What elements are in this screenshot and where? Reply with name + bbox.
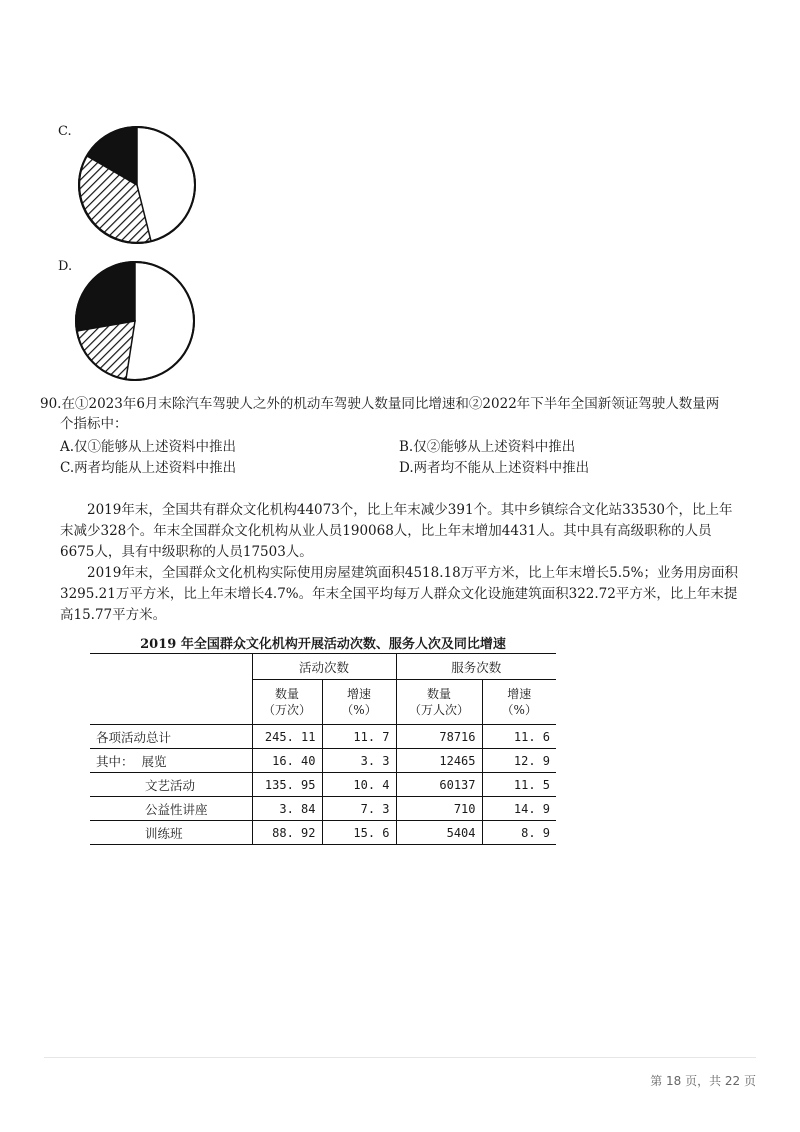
footer-divider <box>44 1057 756 1058</box>
activity-qty: 3. 84 <box>252 797 322 821</box>
stats-table-wrapper <box>90 653 556 845</box>
activity-qty: 245. 11 <box>252 725 322 749</box>
table-row <box>90 797 556 821</box>
option-d-label: D. <box>58 259 73 274</box>
activity-growth: 15. 6 <box>322 821 396 845</box>
question-90 <box>40 394 760 434</box>
col-header-activity-qty: 数量 （万次） <box>252 680 322 725</box>
service-qty: 12465 <box>396 749 482 773</box>
service-qty: 710 <box>396 797 482 821</box>
option-d-pie <box>73 259 197 383</box>
table-title: 2019 年全国群众文化机构开展活动次数、服务人次及同比增速 <box>140 637 506 652</box>
col-header-activity-growth: 增速 （%） <box>322 680 396 725</box>
table-row <box>90 773 556 797</box>
option-c-pie <box>76 124 198 246</box>
pie-d-black-slice <box>76 262 135 331</box>
table-row <box>90 749 556 773</box>
group-header-activity: 活动次数 <box>252 654 396 680</box>
activity-qty: 88. 92 <box>252 821 322 845</box>
choice-b[interactable]: B.仅②能够从上述资料中推出 <box>399 439 576 455</box>
service-growth: 11. 6 <box>513 729 550 744</box>
option-c-label: C. <box>58 124 72 139</box>
row-label: 文艺活动 <box>90 773 252 797</box>
question-90-line2: 个指标中： <box>60 416 128 432</box>
choice-d[interactable]: D.两者均不能从上述资料中推出 <box>399 460 590 476</box>
pie-d-hatched-slice <box>77 321 135 379</box>
service-qty: 5404 <box>396 821 482 845</box>
question-number: 90. <box>40 396 62 412</box>
service-growth: 14. 9 <box>513 801 550 816</box>
group-header-service: 服务次数 <box>396 654 556 680</box>
passage-paragraph-2: 2019年末，全国群众文化机构实际使用房屋建筑面积4518.18万平方米，比上年末增长5.5%；业务用房面积 3295.21万平方米，比上年末增长4.7%。年末全国平均每万人群众文化设施建筑面积322.72平方米，比上年末提 高15.77平方米。 <box>60 565 738 623</box>
row-label: 公益性讲座 <box>90 797 252 821</box>
activity-qty: 135. 95 <box>252 773 322 797</box>
service-qty: 60137 <box>396 773 482 797</box>
service-growth: 8. 9 <box>521 825 550 840</box>
col-header-service-qty: 数量 （万人次） <box>396 680 482 725</box>
table-row <box>90 821 556 845</box>
activity-growth: 11. 7 <box>322 725 396 749</box>
choice-a[interactable]: A.仅①能够从上述资料中推出 <box>60 439 237 455</box>
row-prefix: 其中： <box>96 753 134 769</box>
stats-table <box>90 653 556 845</box>
table-row <box>90 725 556 749</box>
corner-cell <box>90 654 252 725</box>
choice-c[interactable]: C.两者均能从上述资料中推出 <box>60 460 237 476</box>
passage <box>60 500 760 626</box>
row-label: 各项活动总计 <box>90 725 252 749</box>
activity-qty: 16. 40 <box>252 749 322 773</box>
row-label: 其中： 展览 <box>90 749 252 773</box>
activity-growth: 7. 3 <box>322 797 396 821</box>
col-header-service-growth: 增速 （%） <box>482 680 556 725</box>
passage-paragraph-1: 2019年末，全国共有群众文化机构44073个，比上年末减少391个。其中乡镇综合文化站33530个，比上年 末减少328个。年末全国群众文化机构从业人员190068人，比上年末增加4431人。其中具有高级职称的人员 6675人，具有中级职称的人员17503人。 <box>60 502 733 560</box>
question-90-line1: 90.在①2023年6月末除汽车驾驶人之外的机动车驾驶人数量同比增速和②2022年下半年全国新领证驾驶人数量两 <box>40 396 720 412</box>
row-label: 训练班 <box>90 821 252 845</box>
service-qty: 78716 <box>396 725 482 749</box>
activity-growth: 3. 3 <box>322 749 396 773</box>
service-growth: 11. 5 <box>513 777 550 792</box>
activity-growth: 10. 4 <box>322 773 396 797</box>
service-growth: 12. 9 <box>513 753 550 768</box>
page-number: 第 18 页，共 22 页 <box>650 1074 756 1088</box>
